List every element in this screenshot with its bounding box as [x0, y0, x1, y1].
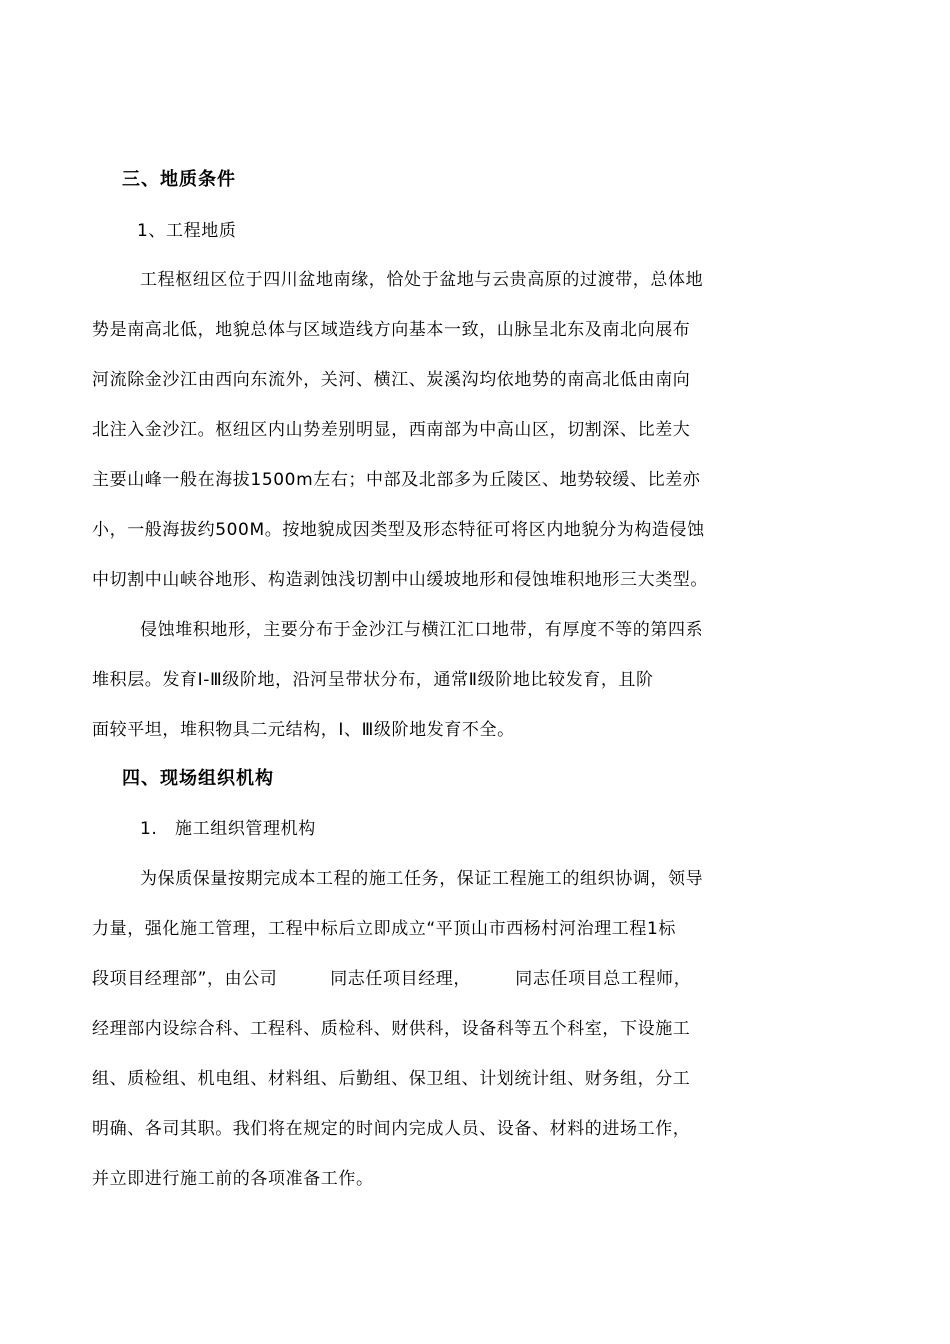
paragraph-line: 堆积层。发育Ⅰ-Ⅲ级阶地，沿河呈带状分布，通常Ⅱ级阶地比较发育，且阶 [92, 670, 654, 690]
paragraph-line: 北注入金沙江。枢纽区内山势差别明显，西南部为中高山区，切割深、比差大 [92, 420, 691, 440]
paragraph-line: 段项目经理部”，由公司 同志任项目经理， 同志任项目总工程师， [92, 969, 692, 989]
section-4-heading: 四、现场组织机构 [122, 768, 274, 789]
paragraph-line: 组、质检组、机电组、材料组、后勤组、保卫组、计划统计组、财务组，分工 [92, 1069, 691, 1089]
paragraph-line: 工程枢纽区位于四川盆地南缘，恰处于盆地与云贵高原的过渡带，总体地 [140, 270, 704, 290]
section-4-subheading: 1. 施工组织管理机构 [140, 819, 316, 839]
paragraph-line: 为保质保量按期完成本工程的施工任务，保证工程施工的组织协调，领导 [140, 869, 704, 889]
paragraph-line: 侵蚀堆积地形，主要分布于金沙江与横江汇口地带，有厚度不等的第四系 [140, 620, 704, 640]
section-3-heading: 三、地质条件 [122, 169, 236, 190]
paragraph-line: 势是南高北低，地貌总体与区域造线方向基本一致，山脉呈北东及南北向展布 [92, 320, 691, 340]
section-3-subheading: 1、工程地质 [137, 221, 237, 241]
paragraph-line: 河流除金沙江由西向东流外，关河、横江、炭溪沟均依地势的南高北低由南向 [92, 370, 691, 390]
paragraph-line: 明确、各司其职。我们将在规定的时间内完成人员、设备、材料的进场工作， [92, 1119, 691, 1139]
paragraph-line: 经理部内设综合科、工程科、质检科、财供科，设备科等五个科室，下设施工 [92, 1019, 691, 1039]
paragraph-line: 主要山峰一般在海拔1500m左右；中部及北部多为丘陵区、地势较缓、比差亦 [92, 470, 701, 490]
paragraph-line: 中切割中山峡谷地形、构造剥蚀浅切割中山缓坡地形和侵蚀堆积地形三大类型。 [92, 570, 708, 590]
paragraph-line: 力量，强化施工管理，工程中标后立即成立“平顶山市西杨村河治理工程1标 [92, 919, 677, 939]
paragraph-line: 并立即进行施工前的各项准备工作。 [92, 1169, 374, 1189]
paragraph-line: 小，一般海拔约500M。按地貌成因类型及形态特征可将区内地貌分为构造侵蚀 [92, 520, 705, 540]
paragraph-line: 面较平坦，堆积物具二元结构，Ⅰ、Ⅲ级阶地发育不全。 [92, 720, 515, 740]
